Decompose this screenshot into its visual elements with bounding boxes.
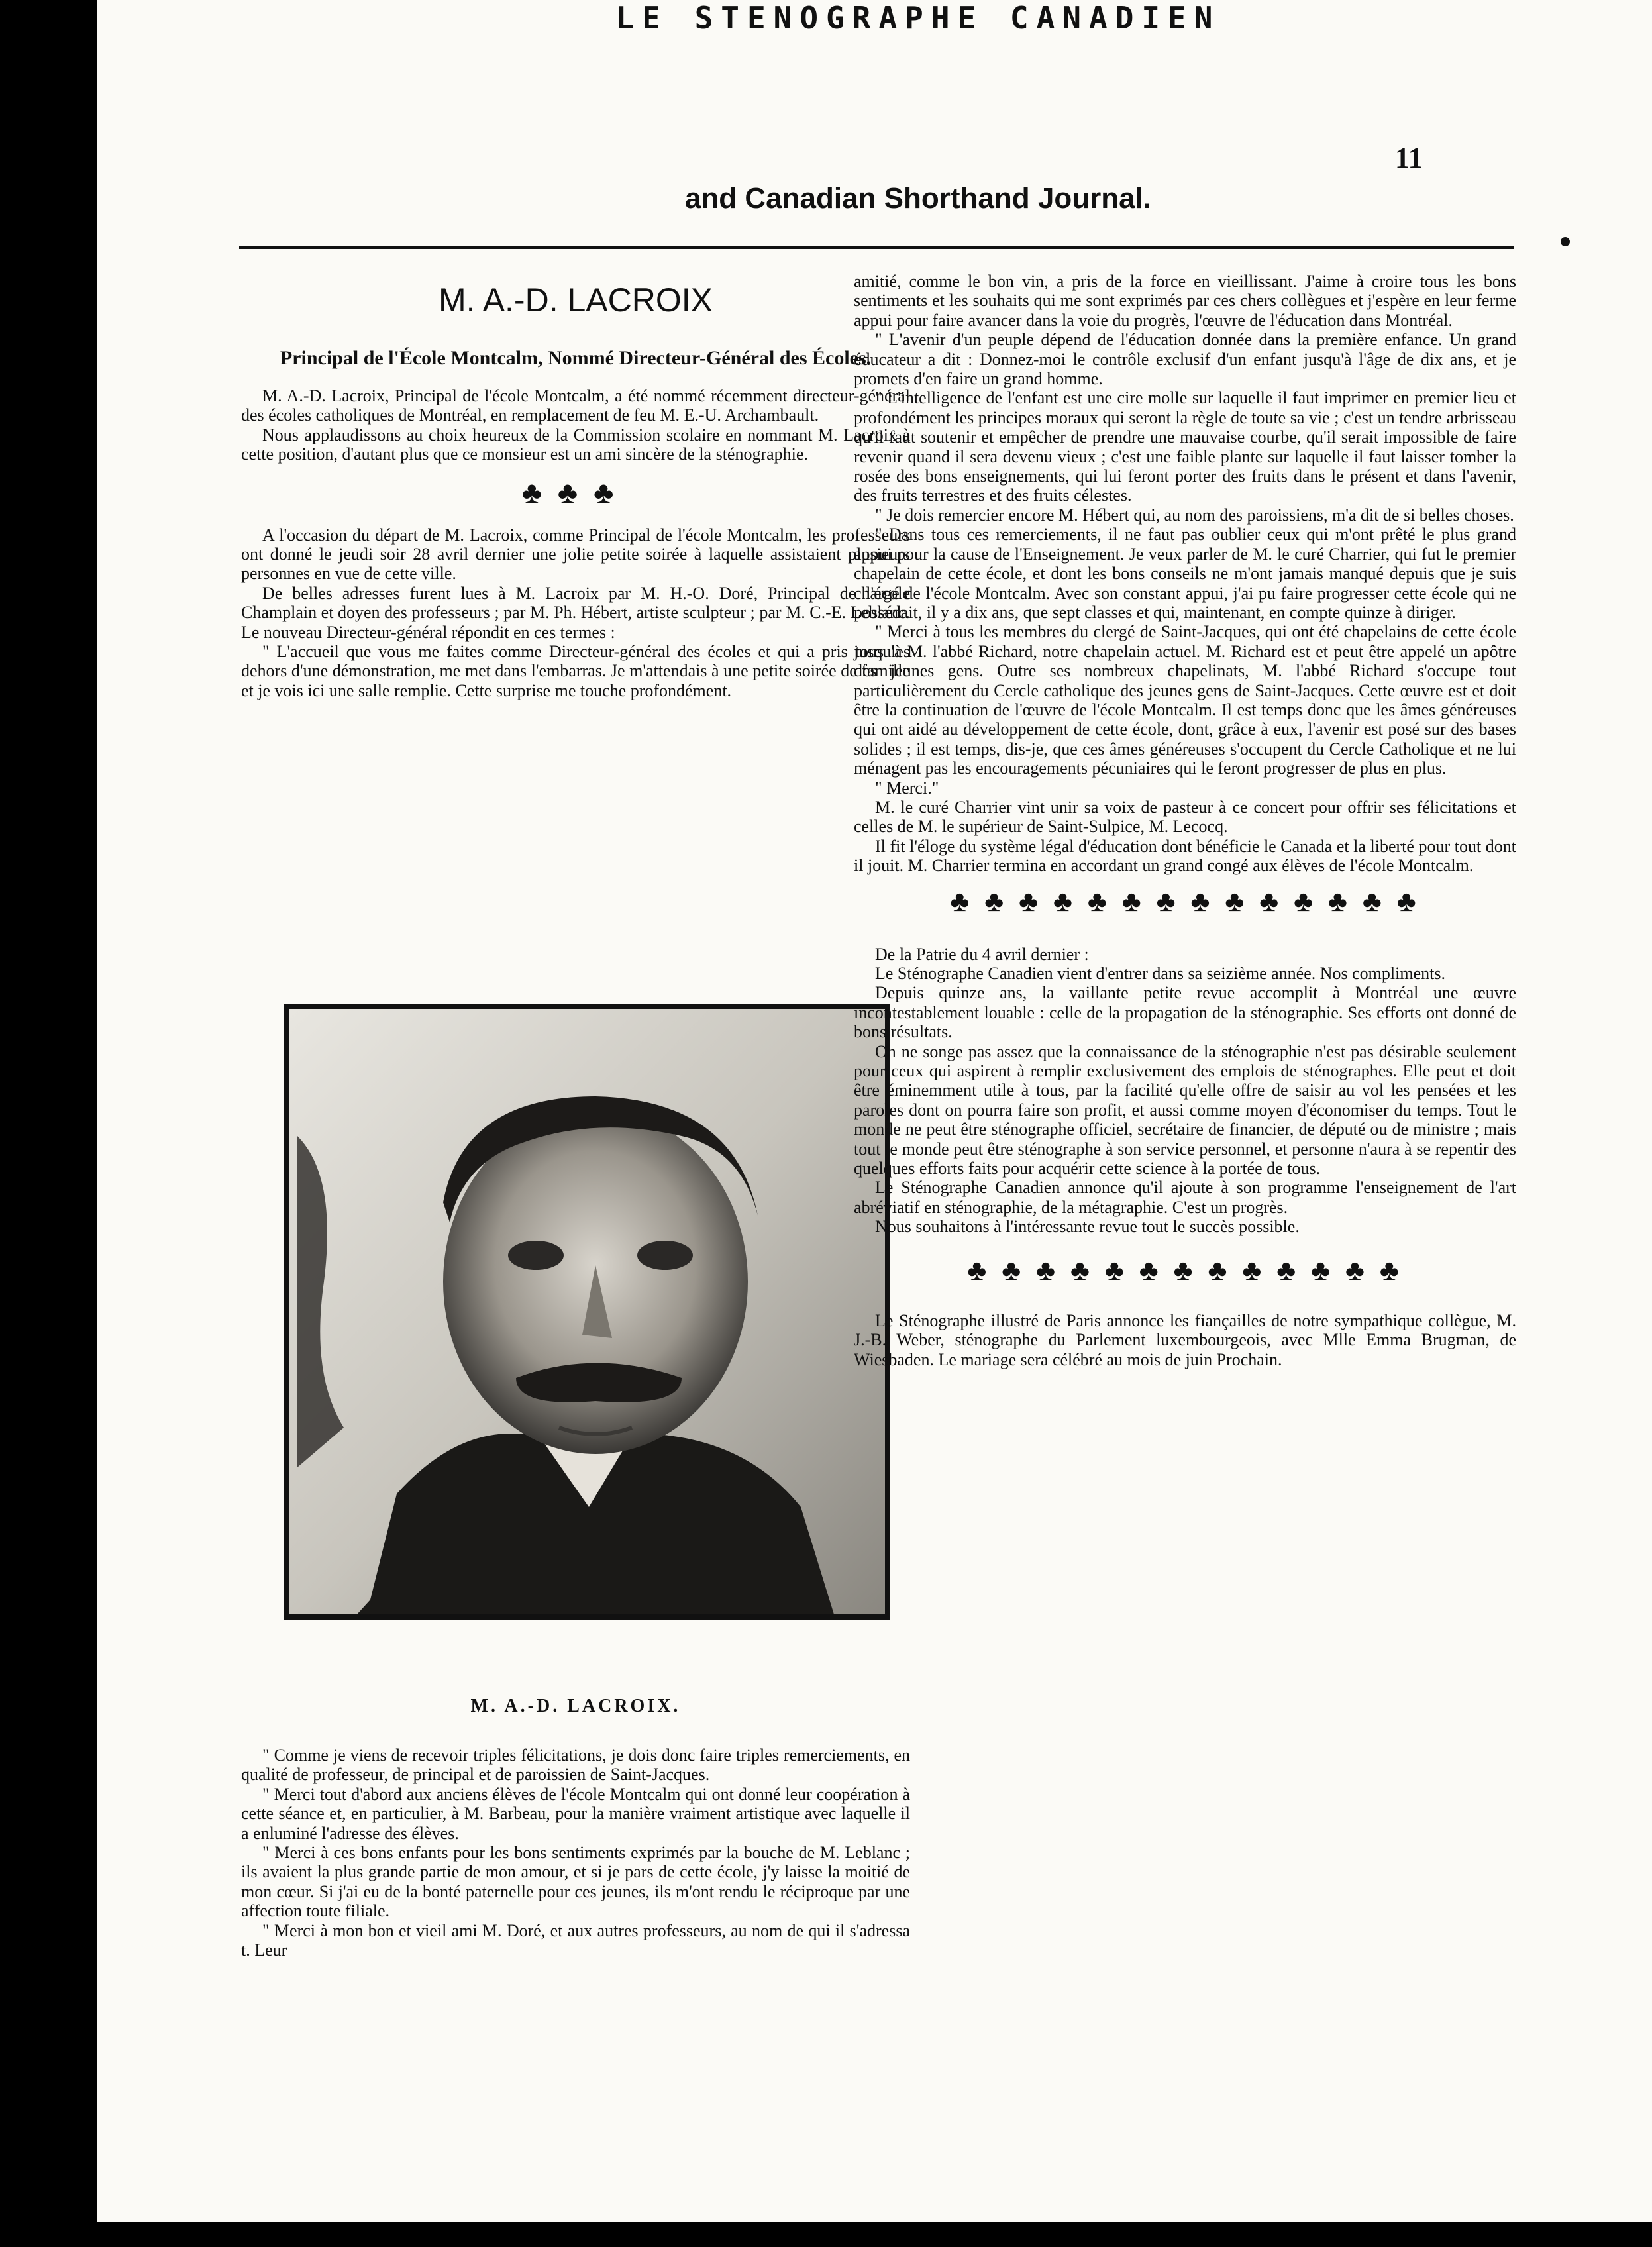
paragraph: De belles adresses furent lues à M. Lacroix par M. H.-O. Doré, Principal de l'école Champlain et doyen des professeurs ; par M. Ph. Hébert, artiste sculpteur ; par M. C.-E. Leblanc. Le nouveau Directeur-général répondit en ces termes : <box>241 583 910 642</box>
paragraph: Le Sténographe Canadien annonce qu'il ajoute à son programme l'enseignement de l'art abréviatif en sténographie, de la métagraphie. C'est un progrès. <box>854 1178 1516 1217</box>
left-column-lower <box>241 1746 910 1960</box>
portrait-photo <box>284 1004 890 1620</box>
club-ornament-row: ♣ ♣ ♣ ♣ ♣ ♣ ♣ ♣ ♣ ♣ ♣ ♣ ♣ ♣ <box>950 884 1420 917</box>
right-column <box>854 272 1516 1369</box>
scan-border <box>97 2222 1652 2247</box>
paragraph: " L'intelligence de l'enfant est une cire molle sur laquelle il faut imprimer en premier lieu et profondément les principes moraux qui seront la règle de toute sa vie ; c'est un tendre arbrisseau qu'il faut soutenir et empêcher de prendre une mauvaise courbe, qu'il serait impossible de faire revenir quand il sera devenu vieux ; c'est une faible plante sur laquelle il faut laisser tomber la rosée des bons enseignements, qui lui feront porter des fruits dans le présent et dans l'avenir, des fruits terrestres et des fruits célestes. <box>854 388 1516 505</box>
paragraph: Depuis quinze ans, la vaillante petite revue accomplit à Montréal une œuvre incontestablement louable : celle de la propagation de la sténographie. Ses efforts ont donné de bons résultats. <box>854 983 1516 1042</box>
paragraph: Il fit l'éloge du système légal d'éducation dont bénéficie le Canada et la liberté pour tout dont il jouit. M. Charrier termina en accordant un grand congé aux élèves de l'école Montcalm. <box>854 836 1516 876</box>
newspaper-page <box>97 0 1652 2247</box>
paragraph: De la Patrie du 4 avril dernier : <box>875 944 1089 964</box>
page-number: 11 <box>1395 142 1423 174</box>
paragraph: Le Sténographe illustré de Paris annonce les fiançailles de notre sympathique collègue, M. J.-B. Weber, sténographe du Parlement luxembourgeois, avec Mlle Emma Brugman, de Wiesbaden. Le mariage sera célébré au mois de juin Prochain. <box>854 1310 1516 1369</box>
margin-dot <box>1561 237 1570 246</box>
portrait-illustration <box>284 1004 890 1620</box>
paragraph: On ne songe pas assez que la connaissance de la sténographie n'est pas désirable seulement pour ceux qui aspirent à remplir exclusivement des emplois de sténographes. Elle peut et doit être éminemment utile à tous, par la facilité qu'elle offre de saisir au vol les pensées et les paroles dont on pourra faire son profit, et aussi comme moyen d'économiser du temps. Tout le monde ne peut être sténographe officiel, secrétaire de financier, de député ou de ministre ; mais tout le monde peut être sténographe à son service personnel, et personne n'aura à se repentir des quelques efforts faits pour acquérir cette science à la portée de tous. <box>854 1041 1516 1178</box>
paragraph: " L'avenir d'un peuple dépend de l'éducation donnée dans la première enfance. Un grand éducateur a dit : Donnez-moi le contrôle exclusif d'un enfant jusqu'à l'âge de dix ans, et je promets d'en faire un grand homme. <box>854 330 1516 389</box>
club-ornament: ♣♣♣ <box>521 475 630 509</box>
paragraph: " Dans tous ces remerciements, il ne faut pas oublier ceux qui m'ont prêté le plus grand appui pour la cause de l'Enseignement. Je veux parler de M. le curé Charrier, qui fut le premier chapelain de cette école, et dont les bons conseils ne m'ont jamais manqué depuis que je suis chargé de l'école Montcalm. Avec son constant appui, j'ai pu faire progresser cette école qui ne possédait, il y a dix ans, que sept classes et qui, maintenant, en compte quinze à diriger. <box>854 525 1516 622</box>
paragraph: " Merci à tous les membres du clergé de Saint-Jacques, qui ont été chapelains de cette école jusqu'à M. l'abbé Richard, notre chapelain actuel. M. Richard est et peut être appelé un apôtre des jeunes gens. Outre ses nombreux chapelinats, M. l'abbé Richard s'occupe tout particulièrement du Cercle catholique des jeunes gens de Saint-Jacques. Cette œuvre est et doit être la continuation de l'œuvre de l'école Montcalm. Il est temps donc que les âmes généreuses qui ont aidé au développement de cette école, dont, grâce à eux, l'avenir est posé sur des bases solides ; il est temps, dis-je, que ces âmes généreuses s'occupent du Cercle Catholique et ne lui ménagent pas les encouragements pécuniaires qui le feront progresser de plus en plus. <box>854 622 1516 778</box>
left-column <box>241 272 910 700</box>
paragraph: " Merci tout d'abord aux anciens élèves de l'école Montcalm qui ont donné leur coopération à cette séance et, en particulier, à M. Barbeau, pour la manière vraiment artistique avec laquelle il a enluminé l'adresse des élèves. <box>241 1784 910 1843</box>
paragraph: M. le curé Charrier vint unir sa voix de pasteur à ce concert pour offrir ses félicitations et celles de M. le supérieur de Saint-Sulpice, M. Lecocq. <box>854 797 1516 837</box>
paragraph: A l'occasion du départ de M. Lacroix, comme Principal de l'école Montcalm, les professeurs ont donné le jeudi soir 28 avril dernier une jolie petite soirée à laquelle assistaient plusieurs personnes en vue de cette ville. <box>241 525 910 584</box>
article-headline: M. A.-D. LACROIX <box>439 282 713 319</box>
paragraph: M. A.-D. Lacroix, Principal de l'école Montcalm, a été nommé récemment directeur-général des écoles catholiques de Montréal, en remplacement de feu M. E.-U. Archambault. <box>241 386 910 425</box>
paragraph: " Merci à ces bons enfants pour les bons sentiments exprimés par la bouche de M. Leblanc ; ils avaient la plus grande partie de mon amour, et si je pars de cette école, j'y laisse la moitié de mon cœur. Si j'ai eu de la bonté paternelle pour ces jeunes, ils m'ont rendu le réciproque par une affection toute filiale. <box>241 1843 910 1921</box>
paragraph: " Merci à mon bon et vieil ami M. Doré, et aux autres professeurs, au nom de qui il s'adressa t. Leur <box>241 1920 910 1960</box>
portrait-caption: M. A.-D. LACROIX. <box>470 1696 681 1716</box>
paragraph: " Comme je viens de recevoir triples félicitations, je dois donc faire triples remerciements, en qualité de professeur, de principal et de paroissien de Saint-Jacques. <box>241 1746 910 1785</box>
paragraph: Nous souhaitons à l'intéressante revue tout le succès possible. <box>875 1217 1300 1237</box>
paragraph: " Merci." <box>875 778 939 798</box>
paragraph: amitié, comme le bon vin, a pris de la force en vieillissant. J'aime à croire tous les bons sentiments et les souhaits qui me sont exprimés par ces chers collègues et j'espère en leur ferme appui pour faire avancer dans la voie du progrès, l'œuvre de l'éducation dans Montréal. <box>854 272 1516 330</box>
club-ornament-row: ♣ ♣ ♣ ♣ ♣ ♣ ♣ ♣ ♣ ♣ ♣ ♣ ♣ <box>967 1253 1403 1286</box>
paragraph: Le Sténographe Canadien vient d'entrer dans sa seizième année. Nos compliments. <box>875 964 1445 983</box>
paragraph: " Je dois remercier encore M. Hébert qui, au nom des paroissiens, m'a dit de si belles choses. <box>875 505 1514 525</box>
header-rule <box>239 246 1514 249</box>
article-subhead: Principal de l'École Montcalm, Nommé Directeur-Général des Écoles. <box>280 347 872 369</box>
masthead-title: LE STENOGRAPHE CANADIEN <box>615 0 1221 36</box>
paragraph: Nous applaudissons au choix heureux de la Commission scolaire en nommant M. Lacroix à cette position, d'autant plus que ce monsieur est un ami sincère de la sténographie. <box>241 425 910 464</box>
paragraph: " L'accueil que vous me faites comme Directeur-général des écoles et qui a pris tous les dehors d'une démonstration, me met dans l'embarras. Je m'attendais à une petite soirée de famille et je vois ici une salle remplie. Cette surprise me touche profondément. <box>241 642 910 700</box>
masthead-subtitle: and Canadian Shorthand Journal. <box>684 182 1152 215</box>
